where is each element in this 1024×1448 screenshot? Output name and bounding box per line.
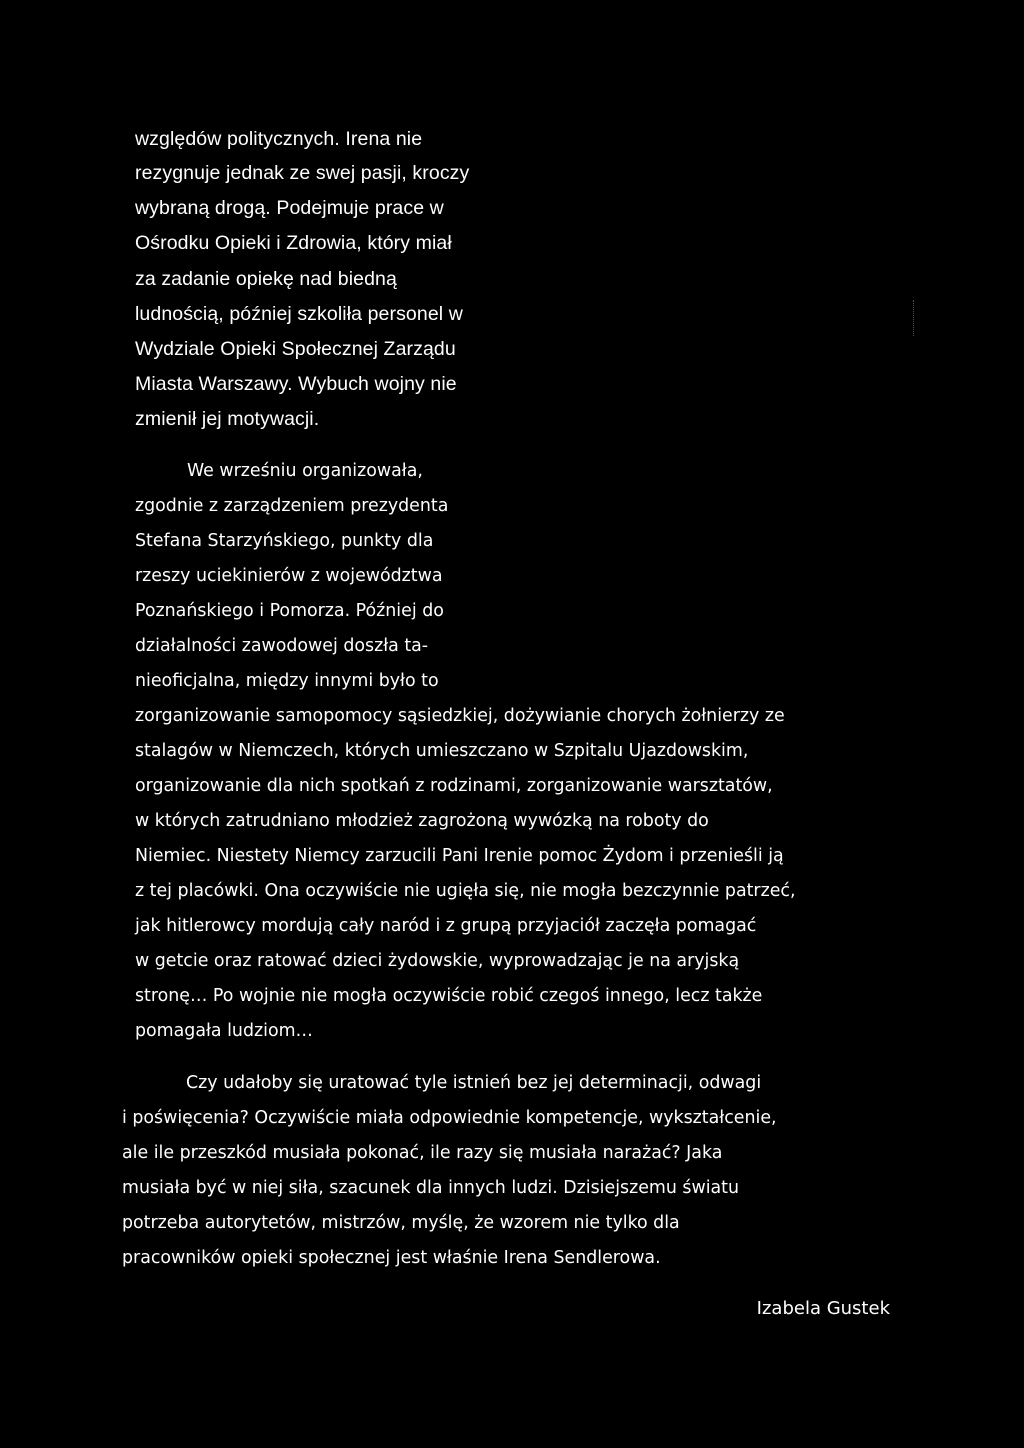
text-line: Niemiec. Niestety Niemcy zarzucili Pani Irenie pomoc Żydom i przenieśli ją: [135, 846, 784, 866]
text-line: i poświęcenia? Oczywiście miała odpowiednie kompetencje, wykształcenie,: [122, 1108, 777, 1128]
text-line: wybraną drogą. Podejmuje prace w: [135, 197, 444, 219]
text-line: Wydziale Opieki Społecznej Zarządu: [135, 338, 456, 360]
text-line: zorganizowanie samopomocy sąsiedzkiej, dożywianie chorych żołnierzy ze: [135, 706, 785, 726]
text-line: ludnością, później szkoliła personel w: [135, 303, 463, 325]
text-line: w getcie oraz ratować dzieci żydowskie, wyprowadzając je na aryjską: [135, 951, 740, 971]
text-line: stronę… Po wojnie nie mogła oczywiście robić czegoś innego, lecz także: [135, 986, 763, 1006]
author-signature: Izabela Gustek: [756, 1298, 890, 1319]
text-line: We wrześniu organizowała,: [187, 461, 423, 481]
text-line: rezygnuje jednak ze swej pasji, kroczy: [135, 162, 470, 184]
edge-mark: [913, 300, 916, 336]
text-line: potrzeba autorytetów, mistrzów, myślę, że wzorem nie tylko dla: [122, 1213, 680, 1233]
text-line: Poznańskiego i Pomorza. Później do: [135, 601, 444, 621]
text-line: nieoficjalna, między innymi było to: [135, 671, 439, 691]
text-line: organizowanie dla nich spotkań z rodzinami, zorganizowanie warsztatów,: [135, 776, 773, 796]
text-line: pracowników opieki społecznej jest właśnie Irena Sendlerowa.: [122, 1248, 661, 1268]
text-line: pomagała ludziom…: [135, 1021, 313, 1041]
text-line: Czy udałoby się uratować tyle istnień bez jej determinacji, odwagi: [186, 1073, 762, 1093]
text-line: jak hitlerowcy mordują cały naród i z grupą przyjaciół zaczęła pomagać: [135, 916, 757, 936]
text-line: w których zatrudniano młodzież zagrożoną wywózką na roboty do: [135, 811, 709, 831]
text-line: ale ile przeszkód musiała pokonać, ile razy się musiała narażać? Jaka: [122, 1143, 723, 1163]
text-line: Stefana Starzyńskiego, punkty dla: [135, 531, 434, 551]
text-line: stalagów w Niemczech, których umieszczano w Szpitalu Ujazdowskim,: [135, 741, 749, 761]
text-line: z tej placówki. Ona oczywiście nie ugięła się, nie mogła bezczynnie patrzeć,: [135, 881, 796, 901]
text-line: zmienił jej motywacji.: [135, 408, 320, 430]
text-line: względów politycznych. Irena nie: [135, 128, 423, 150]
text-line: Miasta Warszawy. Wybuch wojny nie: [135, 373, 457, 395]
text-line: działalności zawodowej doszła ta-: [135, 636, 429, 656]
text-line: Ośrodku Opieki i Zdrowia, który miał: [135, 232, 452, 254]
text-line: za zadanie opiekę nad biedną: [135, 268, 397, 290]
text-line: zgodnie z zarządzeniem prezydenta: [135, 496, 449, 516]
text-line: rzeszy uciekinierów z województwa: [135, 566, 443, 586]
text-line: musiała być w niej siła, szacunek dla innych ludzi. Dzisiejszemu światu: [122, 1178, 740, 1198]
